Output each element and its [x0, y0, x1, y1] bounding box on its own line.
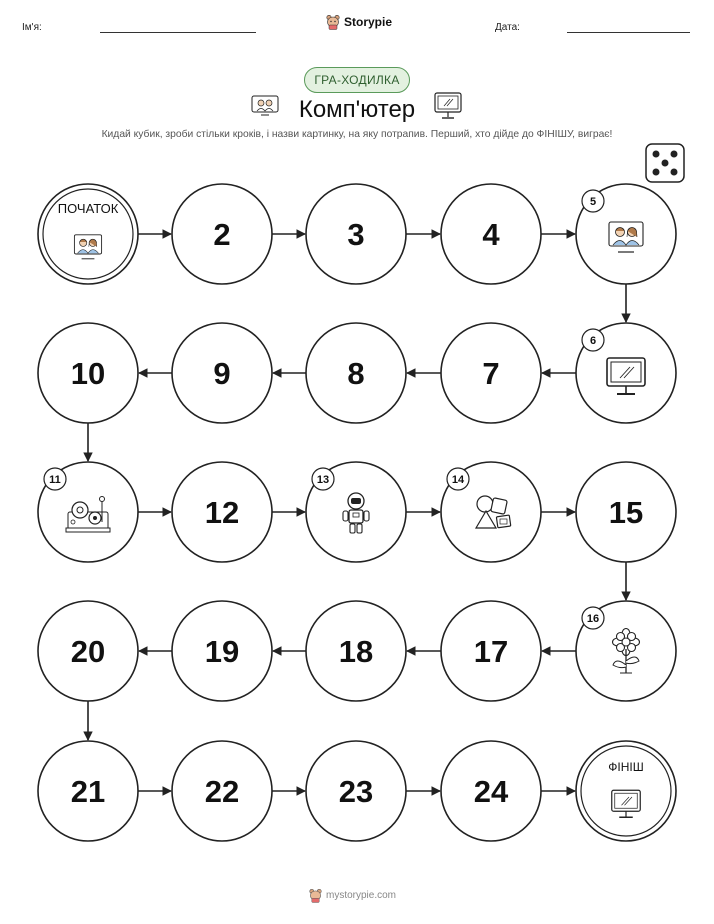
name-label: Ім'я: [22, 22, 42, 33]
finish-cell [576, 741, 676, 841]
page-title: Комп'ютер [298, 96, 416, 123]
start-label: ПОЧАТОК [57, 201, 119, 216]
cell-number: 9 [213, 356, 231, 391]
board-cell-17 [441, 601, 541, 701]
board-cell-18 [306, 601, 406, 701]
cell-number: 15 [608, 495, 644, 530]
board-cell-12 [172, 462, 272, 562]
board-cell-14 [441, 462, 541, 562]
cell-number: 21 [70, 774, 106, 809]
board-cell-15 [576, 462, 676, 562]
board-cell-6 [576, 323, 676, 423]
cell-number: 23 [338, 774, 374, 809]
game-type-badge: ГРА-ХОДИЛКА [304, 67, 410, 93]
cell-number: 20 [70, 634, 106, 669]
cell-number: 4 [482, 217, 500, 252]
brand-name: Storypie [344, 15, 393, 29]
board-cell-21 [38, 741, 138, 841]
cell-number-badge: 13 [316, 474, 330, 486]
cell-number: 24 [473, 774, 509, 809]
cell-number: 19 [204, 634, 240, 669]
bear-icon [309, 888, 322, 903]
cell-number: 2 [213, 217, 231, 252]
board-cell-19 [172, 601, 272, 701]
finish-label: ФІНІШ [608, 760, 644, 774]
cell-number: 10 [70, 356, 106, 391]
cell-number-badge: 6 [589, 335, 597, 347]
cell-number-badge: 11 [49, 474, 61, 486]
board-cell-16 [576, 601, 676, 701]
cell-number: 7 [482, 356, 500, 391]
cell-number: 8 [347, 356, 365, 391]
board-cell-2 [172, 184, 272, 284]
board-cell-3 [306, 184, 406, 284]
start-cell [38, 184, 138, 284]
board-cell-4 [441, 184, 541, 284]
cell-number: 3 [347, 217, 365, 252]
cell-number: 22 [204, 774, 240, 809]
cell-number-badge: 5 [589, 196, 597, 208]
board-cell-8 [306, 323, 406, 423]
board-cell-22 [172, 741, 272, 841]
cell-number: 18 [338, 634, 374, 669]
cell-number: 17 [473, 634, 509, 669]
board-cell-11 [38, 462, 138, 562]
board-cell-13 [306, 462, 406, 562]
board-cell-20 [38, 601, 138, 701]
footer-url[interactable]: mystorypie.com [326, 890, 397, 901]
board-cell-9 [172, 323, 272, 423]
board-cell-10 [38, 323, 138, 423]
cell-number-badge: 16 [586, 613, 600, 625]
board-cell-23 [306, 741, 406, 841]
board-cell-5 [576, 184, 676, 284]
board-cell-7 [441, 323, 541, 423]
instructions-text: Кидай кубик, зроби стільки кроків, і назви картинку, на яку потрапив. Перший, хто дійде до ФІНІШУ, виграє! [101, 129, 613, 140]
cell-number-badge: 14 [451, 474, 465, 486]
footer [309, 888, 396, 903]
cell-number: 12 [204, 495, 240, 530]
date-label: Дата: [495, 22, 520, 33]
board-cell-24 [441, 741, 541, 841]
